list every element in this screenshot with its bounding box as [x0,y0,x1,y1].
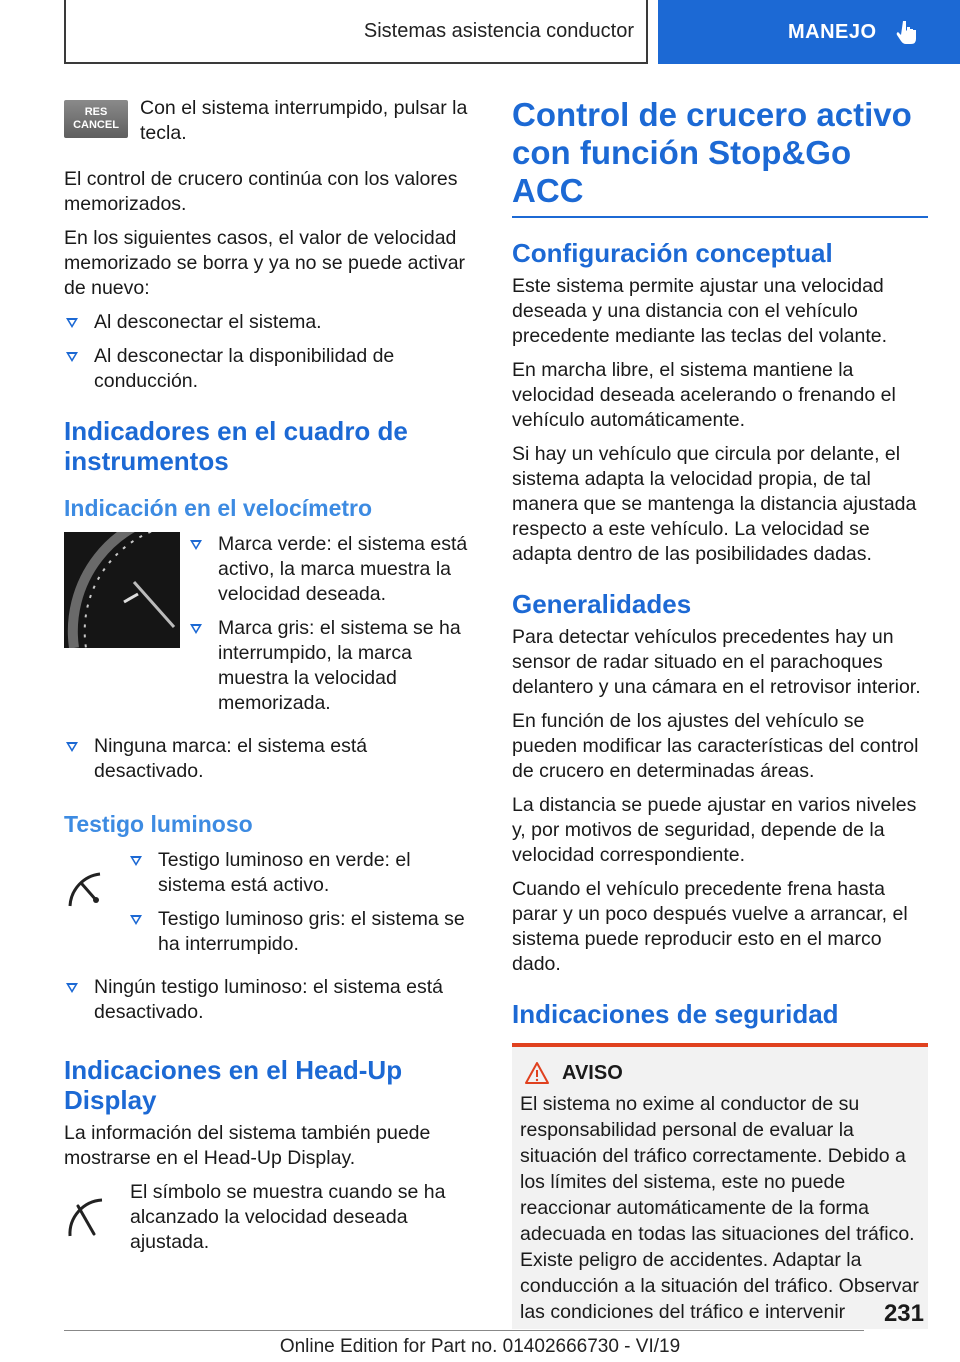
right-column [512,96,928,1329]
triangle-bullet-icon [190,624,202,634]
page-number: 231 [883,1300,924,1327]
triangle-bullet-icon [130,915,142,925]
heading-hud: Indicaciones en el Head-Up Display [64,1055,403,1115]
main-heading: Control de crucero activo con función Stop&Go ACC [512,96,912,209]
cancel-label: CANCEL [73,119,119,131]
hand-pointer-icon [895,19,921,45]
left-column [64,96,480,1264]
hud-acc-symbol-icon [64,1192,108,1242]
list-item: Marca verde: el sistema está activo, la marca muestra la velocidad deseada. [188,532,480,607]
paragraph: En marcha libre, el sistema mantiene la velocidad deseada acelerando o frenando el vehículo automáticamente. [512,359,896,431]
paragraph: Si hay un vehículo que circula por delante, el sistema adapta la velocidad propia, de tal manera que se mantenga la distancia ajustada respecto a este vehículo. La velocidad se adapta dentro de las posibilidades dadas. [512,443,917,565]
paragraph: La distancia se puede ajustar en varios niveles y, por motivos de seguridad, depende de la velocidad correspondiente. [512,794,917,866]
triangle-bullet-icon [66,352,78,362]
paragraph: En los siguientes casos, el valor de velocidad memorizado se borra y ya no se puede activar de nuevo: [64,227,466,299]
heading-config: Configuración conceptual [512,238,833,268]
list-item: Testigo luminoso en verde: el sistema está activo. [128,848,480,898]
res-cancel-row [64,96,480,155]
chapter-title: MANEJO [788,20,877,43]
res-label: RES [84,106,108,118]
paragraph: Para detectar vehículos precedentes hay un sensor de radar situado en el parachoques delantero y una cámara en el retrovisor interior. [512,626,921,698]
warning-text: El sistema no exime al conductor de su responsabilidad personal de evaluar la situación del tráfico correctamente. Debido a los límites del sistema, este no puede reaccionar automáticamente de la forma adecuada en todas las situaciones del tráfico. Existe peligro de accidentes. Adaptar la conducción a la situación del tráfico. Observar las condiciones del tráfico e intervenir [520,1093,919,1323]
main-heading-block [512,96,928,218]
triangle-bullet-icon [66,742,78,752]
paragraph: La información del sistema también puede mostrarse en el Head-Up Display. [64,1122,431,1169]
list-item: Al desconectar la disponibilidad de conducción. [64,344,480,394]
edition-text: Online Edition for Part no. 01402666730 - VI/19 [279,1336,681,1357]
list-item: Testigo luminoso gris: el sistema se ha interrumpido. [128,907,480,957]
res-cancel-text: Con el sistema interrumpido, pulsar la tecla. [140,97,468,144]
triangle-bullet-icon [66,318,78,328]
res-cancel-button-image [64,100,128,138]
list-item: Al desconectar el sistema. [64,310,480,335]
list-item: Ninguna marca: el sistema está desactivado. [64,734,480,784]
heading-testigo: Testigo luminoso [64,811,253,837]
warning-triangle-icon [524,1061,550,1085]
warning-box [512,1043,928,1329]
header-section-title [64,0,648,64]
heading-indicadores: Indicadores en el cuadro de instrumentos [64,416,408,476]
speedometer-row [64,532,480,734]
warning-label: AVISO [562,1061,623,1084]
heading-general: Generalidades [512,589,692,619]
list-item: Marca gris: el sistema se ha interrumpido, la marca muestra la velocidad memorizada. [188,616,480,716]
paragraph: El control de crucero continúa con los valores memorizados. [64,168,458,215]
bullet-list [64,734,480,784]
acc-indicator-icon [64,866,108,910]
speedometer-image [64,532,180,648]
section-title: Sistemas asistencia conductor [363,19,634,42]
heading-velocimetro: Indicación en el velocímetro [64,495,373,521]
bullet-list [64,310,480,394]
paragraph: En función de los ajustes del vehículo se pueden modificar las características del control de crucero en determinadas áreas. [512,710,919,782]
paragraph: Este sistema permite ajustar una velocidad deseada y una distancia con el vehículo precedente mediante las teclas del volante. [512,275,888,347]
hud-symbol-row [64,1180,480,1264]
list-item: Ningún testigo luminoso: el sistema está desactivado. [64,975,480,1025]
triangle-bullet-icon [66,983,78,993]
heading-safety: Indicaciones de seguridad [512,999,839,1029]
warning-title [520,1061,920,1085]
hud-symbol-text: El símbolo se muestra cuando se ha alcanzado la velocidad deseada ajustada. [130,1181,446,1253]
triangle-bullet-icon [130,856,142,866]
testigo-row [64,848,480,975]
paragraph: Cuando el vehículo precedente frena hasta parar y un poco después vuelve a arrancar, el sistema puede reproducir esto en el marco dado. [512,878,908,975]
speedometer-list [188,532,480,725]
testigo-list [128,848,480,966]
bullet-list [64,975,480,1025]
footer-divider [64,1330,864,1331]
triangle-bullet-icon [190,540,202,550]
header-chapter-tab [658,0,960,64]
